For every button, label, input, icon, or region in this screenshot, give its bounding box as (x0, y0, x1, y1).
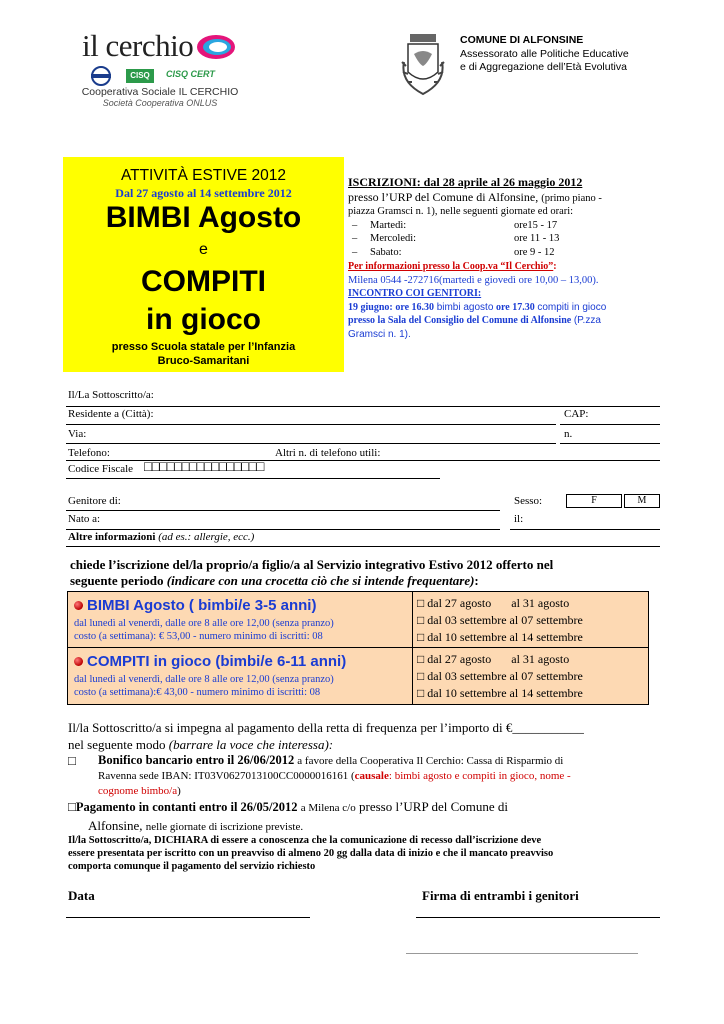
signature-field-1[interactable] (416, 917, 660, 918)
promo-compiti: COMPITI (141, 265, 266, 298)
label-cap: CAP: (564, 408, 589, 420)
coop-name: Cooperativa Sociale IL CERCHIO (81, 86, 239, 98)
promo-school: presso Scuola statale per l’Infanzia (111, 341, 296, 353)
request-colon: : (474, 573, 479, 588)
coop-info-label: Per informazioni presso la Coop.va “Il Cerchio” (348, 261, 554, 272)
causale-label: causale (354, 770, 389, 782)
promo-and: e (199, 241, 208, 258)
request-line1: chiede l’iscrizione del/la proprio/a figlio/a al Servizio integrativo Estivo 2012 offerto nel (70, 557, 554, 572)
comune-crest-icon (400, 32, 446, 98)
promo-in-gioco: in gioco (146, 303, 261, 336)
bonifico-label: Bonifico bancario entro il 26/06/2012 (98, 753, 295, 767)
list-dash: – (352, 246, 358, 258)
sex-f-box[interactable]: F (566, 494, 622, 508)
option-bimbi-title: BIMBI Agosto ( bimbi/e 3-5 anni) (87, 597, 317, 614)
registration-place-detail: (primo piano - (541, 192, 602, 204)
option-compiti-desc2: costo (a settimana):€ 43,00 - numero minimo di iscritti: 08 (74, 687, 321, 698)
contanti-line2a: Alfonsine, (88, 818, 143, 833)
field-data-nascita[interactable] (510, 529, 660, 530)
payment-commitment (68, 719, 668, 753)
label-sesso: Sesso: (514, 495, 543, 507)
promo-school-name: Bruco-Samaritani (157, 355, 250, 367)
request-line2: seguente periodo (70, 573, 164, 588)
field-via[interactable] (66, 443, 556, 444)
cerchio-logo-icon (196, 34, 236, 60)
opening-hours: ore15 - 17 (514, 219, 558, 231)
cerchio-logo-text: il cerchio (82, 28, 194, 63)
field-altre-info[interactable] (66, 546, 660, 547)
option-compiti-desc1: dal lunedì al venerdì, dalle ore 8 alle ore 12,00 (senza pranzo) (74, 674, 334, 685)
label-il: il: (514, 513, 524, 525)
registration-place: presso l’URP del Comune di Alfonsine, (348, 189, 539, 204)
codice-fiscale-boxes[interactable]: □□□□□□□□□□□□□□□□ (144, 460, 264, 475)
causale-open: ( (350, 770, 355, 782)
registration-period: ISCRIZIONI: dal 28 aprile al 26 maggio 2012 (348, 175, 583, 189)
bullet-icon (74, 657, 83, 666)
list-dash: – (352, 233, 358, 244)
label-altre-info: Altre informazioni (68, 531, 156, 543)
meeting-date: 19 giugno: (348, 301, 393, 313)
opening-hours: ore 11 - 13 (514, 233, 560, 244)
dichiarazione (68, 834, 660, 873)
promo-box (63, 157, 344, 372)
week-checkbox-bimbi-2[interactable]: □ dal 03 settembre al 07 settembre (417, 613, 583, 627)
causale-name: cognome bimbo/a (98, 785, 178, 797)
meeting-place-detail: (P.zza (573, 315, 601, 326)
date-label: Data (68, 888, 95, 903)
coop-info-text: Milena 0544 -272716(martedì e giovedì ore 10,00 – 13,00). (348, 274, 599, 286)
option-compiti-title: COMPITI in gioco (bimbi/e 6-11 anni) (87, 653, 347, 670)
coop-info-colon: : (553, 261, 557, 272)
option-bimbi-desc1: dal lunedì al venerdì, dalle ore 8 alle ore 12,00 (senza pranzo) (74, 618, 334, 629)
option-bimbi-cell (67, 591, 413, 648)
contanti-text: presso l’URP del Comune di (358, 799, 508, 814)
field-nato[interactable] (66, 529, 500, 530)
opening-hours-row (348, 246, 658, 260)
causale-close: ) (177, 785, 181, 797)
bonifico-text: a favore della Cooperativa Il Cerchio: Cassa di Risparmio di (297, 755, 564, 767)
meeting-group-2: compiti in gioco (537, 301, 607, 313)
opening-hours-list (348, 219, 658, 260)
cisq-cert-logo: CISQ CERT (166, 69, 215, 79)
dichiara-line2: essere presentata per iscritto con un preavviso di almeno 20 gg dalla data di inizio e che il mancato preavviso (68, 848, 554, 859)
opening-hours-row (348, 219, 658, 233)
bullet-icon (74, 601, 83, 610)
signature-field-2[interactable] (406, 953, 638, 954)
promo-dates: Dal 27 agosto al 14 settembre 2012 (115, 186, 292, 200)
field-codice-fiscale (66, 478, 440, 479)
request-text (70, 557, 553, 589)
sex-m-box[interactable]: M (624, 494, 660, 508)
field-number[interactable] (560, 443, 660, 444)
week-checkbox-bimbi-1[interactable]: □ dal 27 agosto al 31 agosto (417, 596, 570, 610)
iso-cert-icon (86, 66, 116, 86)
bonifico-checkbox[interactable]: □ (68, 753, 76, 768)
request-hint: (indicare con una crocetta ciò che si intende frequentare) (166, 573, 475, 588)
week-checkbox-compiti-3[interactable]: □ dal 10 settembre al 14 settembre (417, 686, 583, 700)
promo-bimbi-agosto: BIMBI Agosto (105, 201, 302, 234)
opening-day: Sabato: (370, 246, 402, 258)
coop-subtitle: Società Cooperativa ONLUS (102, 98, 218, 108)
field-residente[interactable] (66, 424, 556, 425)
meeting-time-1: ore 16.30 (395, 301, 435, 313)
contanti-checkbox[interactable]: □ (68, 799, 76, 814)
opening-day: Martedì: (370, 219, 407, 231)
cisq-logo: CISQ (126, 69, 154, 83)
field-genitore[interactable] (66, 510, 500, 511)
contanti-label: Pagamento in contanti entro il 26/05/2012 (75, 800, 298, 814)
certification-logos (86, 66, 226, 86)
bonifico-option (98, 753, 658, 799)
label-altri-telefoni: Altri n. di telefono utili: (275, 447, 381, 459)
opening-hours: ore 9 - 12 (514, 246, 555, 258)
label-residente: Residente a (Città): (68, 408, 154, 420)
signature-label: Firma di entrambi i genitori (422, 888, 579, 903)
meeting-group-1: bimbi agosto (436, 301, 494, 313)
comune-line2: e di Aggregazione dell’Età Evolutiva (460, 61, 627, 73)
meeting-time-2: ore 17.30 (496, 301, 535, 313)
causale-text: : bimbi agosto e compiti in gioco, nome - (388, 770, 571, 782)
options-table (67, 591, 649, 705)
meeting-place-detail-2: Gramsci n. 1). (348, 328, 411, 340)
comune-block (460, 34, 629, 75)
contanti-small: a Milena c/o (300, 802, 356, 814)
label-altre-info-hint: (ad es.: allergie, ecc.) (158, 531, 255, 543)
opening-hours-row (348, 232, 658, 246)
option-bimbi-weeks (412, 591, 649, 648)
list-dash: – (352, 219, 358, 231)
week-checkbox-bimbi-3[interactable]: □ dal 10 settembre al 14 settembre (417, 630, 583, 644)
comune-title: COMUNE DI ALFONSINE (460, 34, 584, 46)
field-cap[interactable] (560, 424, 660, 425)
contanti-option (68, 798, 508, 836)
registration-place-detail-2: piazza Gramsci n. 1), nelle seguenti giornate ed orari: (348, 206, 574, 217)
label-n: n. (564, 428, 573, 440)
option-compiti-weeks (412, 647, 649, 705)
week-checkbox-compiti-2[interactable]: □ dal 03 settembre al 07 settembre (417, 669, 583, 683)
date-field[interactable] (66, 917, 310, 918)
parents-meeting-label: INCONTRO COI GENITORI: (348, 288, 482, 299)
week-checkbox-compiti-1[interactable]: □ dal 27 agosto al 31 agosto (417, 652, 570, 666)
label-telefono: Telefono: (68, 447, 110, 459)
contanti-line2b: nelle giornate di iscrizione previste. (145, 821, 304, 833)
payment-commit-line1: Il/la Sottoscritto/a si impegna al pagamento della retta di frequenza per l’importo di €___________ (68, 720, 584, 735)
meeting-place: presso la Sala del Consiglio del Comune di Alfonsine (348, 315, 572, 326)
registration-info (348, 176, 658, 341)
label-genitore: Genitore di: (68, 495, 121, 507)
label-nato: Nato a: (68, 513, 101, 525)
opening-day: Mercoledì: (370, 233, 417, 244)
payment-commit-line2: nel seguente modo (68, 737, 166, 752)
promo-activities: ATTIVITÀ ESTIVE 2012 (120, 167, 287, 184)
label-via: Via: (68, 428, 87, 440)
bonifico-iban: Ravenna sede IBAN: IT03V0627013100CC0000016161 (98, 770, 349, 782)
label-codice-fiscale: Codice Fiscale (68, 463, 134, 475)
dichiara-line1: Il/la Sottoscritto/a, DICHIARA di essere a conoscenza che la comunicazione di recesso dall’iscrizione deve (68, 835, 542, 846)
field-sottoscritto[interactable] (66, 406, 660, 407)
option-bimbi-desc2: costo (a settimana): € 53,00 - numero minimo di iscritti: 08 (74, 631, 323, 642)
option-compiti-cell (67, 647, 413, 705)
dichiara-line3: comporta comunque il pagamento del servizio richiesto (68, 861, 316, 872)
label-sottoscritto: Il/La Sottoscritto/a: (68, 389, 154, 401)
payment-commit-hint: (barrare la voce che interessa): (168, 737, 334, 752)
comune-line1: Assessorato alle Politiche Educative (460, 47, 629, 60)
